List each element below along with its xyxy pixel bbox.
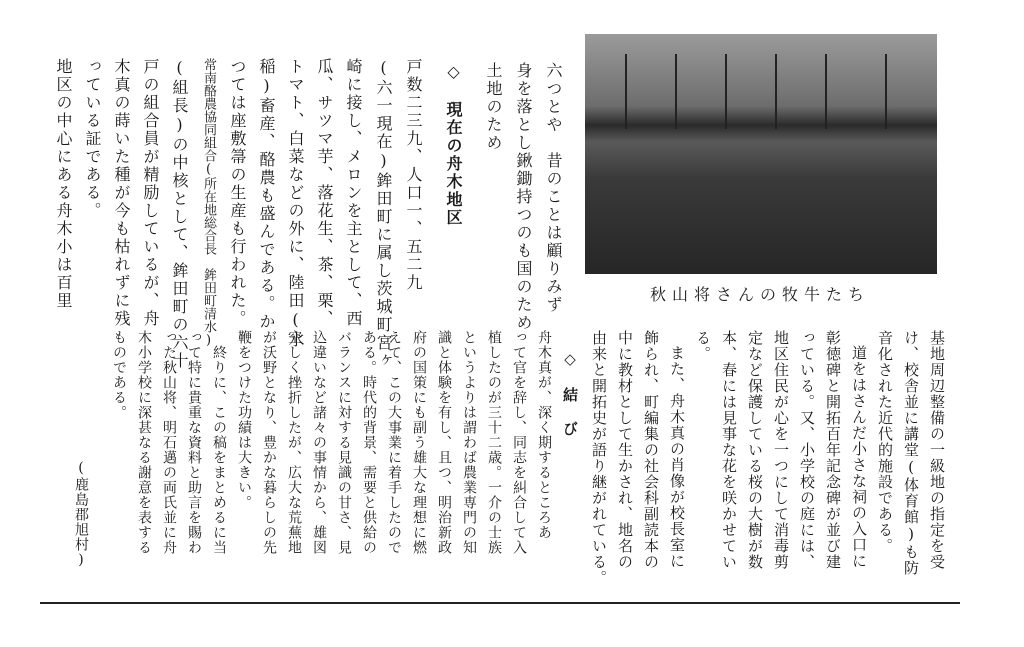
section-heading-conclusion: ◇ 結 び: [561, 350, 579, 438]
col-r7: 定など保護している桜の大樹が数: [746, 330, 764, 570]
col-r9: る。: [694, 330, 712, 362]
cattle-photo: [585, 34, 937, 274]
col-m1: 舟木真が、深く期するところあ: [536, 330, 552, 540]
col-l6: 崎に接し、メロンを主として、西: [344, 58, 363, 328]
col-m12: が沃野となり、豊かな暮らしの先: [261, 330, 277, 555]
col-m7: えて、この大事業に着手したので: [386, 330, 402, 555]
col-l11: 常南酪農協同組合(所在地総合長 鉾田町清水): [201, 58, 216, 348]
col-r5: っている。又、小学校の庭には、: [798, 330, 816, 570]
col-m15: って特に貴重な資料と助言を賜わ: [186, 330, 202, 555]
col-l1: 身を落とし鍬鋤持つのも国のため: [514, 62, 533, 332]
col-r6: 地区住民が心を一つにして消毒剪: [772, 330, 790, 570]
col-l5: (六一現在)鉾田町に属し茨城町宮ヶ: [374, 58, 393, 370]
col-r2: 音化された近代的施設である。: [876, 330, 894, 554]
col-m5: 識と体験を有し、且つ、明治新政: [436, 330, 452, 555]
col-m9: バランスに対する見識の甘さ、見: [336, 330, 352, 555]
col-m14: 終りに、この稿をまとめるに当: [211, 345, 227, 555]
section-heading-current: ◇ 現在の舟木地区: [444, 62, 463, 227]
col-r4: 彰徳碑と開拓百年記念碑が並び建: [824, 330, 842, 570]
col-m17: 木小学校に深甚なる謝意を表する: [136, 330, 152, 555]
col-r10: また、舟木真の肖像が校長室に: [668, 345, 686, 569]
col-l15: っている証である。: [83, 58, 102, 220]
col-r11: 飾られ、町編集の社会科副読本の: [642, 330, 660, 570]
col-l9: 稲)畜産、酪農も盛んである。か: [257, 58, 276, 331]
col-m6: 府の国策にも副う雄大な理想に燃: [411, 330, 427, 555]
col-r0: 基地周辺整備の一級地の指定を受: [928, 330, 946, 570]
col-r12: 中に教材として生かされ、地名の: [616, 330, 634, 570]
col-l10: つては座敷箒の生産も行われた。: [228, 58, 247, 328]
col-r8: 本、春には見事な花を咲かせてい: [720, 330, 738, 570]
col-m16: った秋山将、明石邁の両氏並に舟: [161, 330, 177, 555]
col-m18: ものである。: [111, 330, 127, 420]
col-m11: 空しく挫折したが、広大な荒蕪地: [286, 330, 302, 555]
col-l16: 地区の中心にある舟木小は百里: [54, 58, 73, 310]
col-l14: 木真の蒔いた種が今も枯れずに残: [112, 58, 131, 328]
bottom-rule: [40, 602, 960, 604]
col-l13: 戸の組合員が精励しているが、舟: [141, 58, 160, 328]
col-r1: け、校舎並に講堂(体育館)も防: [902, 330, 920, 576]
col-m4: というよりは謂わば農業専門の知: [461, 330, 477, 555]
col-l12: (組長)の中核として、鉾田町の六十: [170, 58, 189, 370]
col-l2: 土地のため: [484, 62, 503, 152]
col-r13: 由来と開拓史が語り継がれている。: [590, 330, 608, 586]
col-l0: 六つとや 昔のことは顧りみず: [544, 62, 563, 314]
photo-caption: 秋山将さんの牧牛たち: [649, 285, 870, 304]
col-m8: ある。時代的背景、需要と供給の: [361, 330, 377, 555]
byline: (鹿島郡旭村): [73, 460, 89, 569]
col-m3: 植したのが三十二歳。一介の士族: [486, 330, 502, 555]
col-l7: 瓜、サツマ芋、落花生、茶、栗、: [315, 58, 334, 328]
col-l4: 戸数二三九、人口一、五二九: [404, 58, 423, 292]
col-r3: 道をはさんだ小さな祠の入口に: [850, 345, 868, 569]
col-m13: 鞭をつけた功績は大きい。: [236, 330, 252, 510]
col-l8: トマト、白菜などの外に、陸田(水: [286, 58, 305, 349]
col-m10: 込違いなど諸々の事情から、雄図: [311, 330, 327, 555]
col-m2: って官を辞し、同志を糾合して入: [511, 330, 527, 555]
